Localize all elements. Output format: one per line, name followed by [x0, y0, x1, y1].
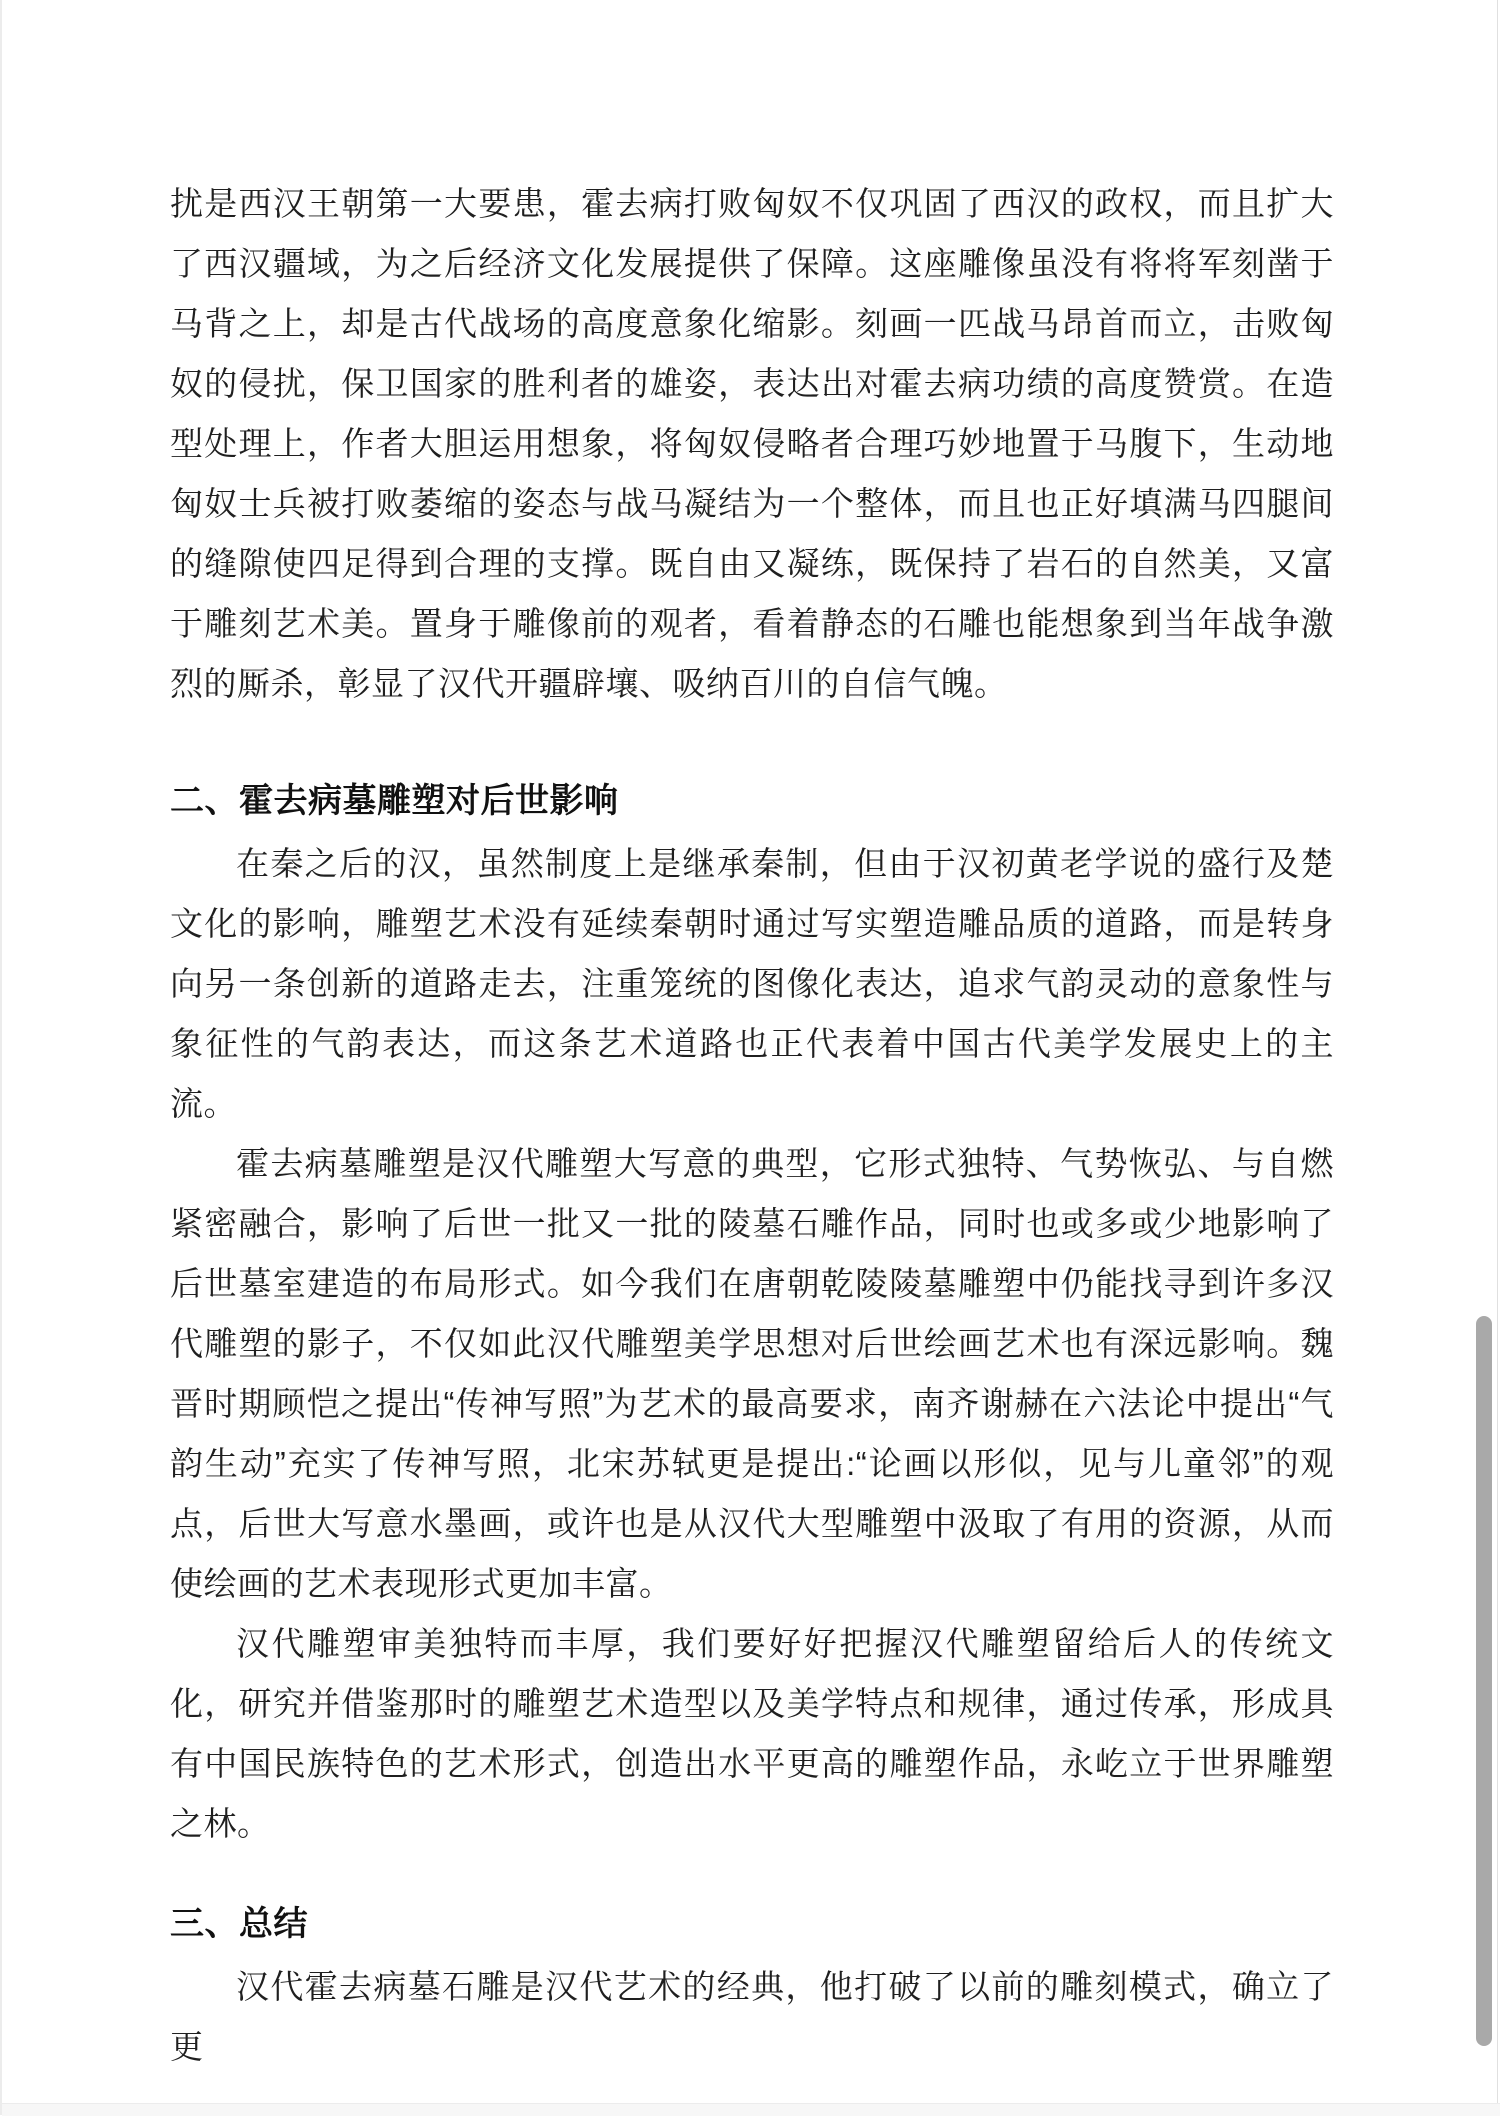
paragraph: 汉代雕塑审美独特而丰厚，我们要好好把握汉代雕塑留给后人的传统文化，研究并借鉴那时的雕塑艺术造型以及美学特点和规律，通过传承，形成具有中国民族特色的艺术形式，创造出水平更高的雕塑作品，永屹立于世界雕塑之林。: [170, 1625, 1334, 1842]
paragraph: 霍去病墓雕塑是汉代雕塑大写意的典型，它形式独特、气势恢弘、与自燃紧密融合，影响了后世一批又一批的陵墓石雕作品，同时也或多或少地影响了后世墓室建造的布局形式。如今我们在唐朝乾陵陵墓雕塑中仍能找寻到许多汉代雕塑的影子，不仅如此汉代雕塑美学思想对后世绘画艺术也有深远影响。魏晋时期顾恺之提出“传神写照”为艺术的最高要求，南齐谢赫在六法论中提出“气韵生动”充实了传神写照，北宋苏轼更是提出:“论画以形似，见与儿童邻”的观点，后世大写意水墨画，或许也是从汉代大型雕塑中汲取了有用的资源，从而使绘画的艺术表现形式更加丰富。: [170, 1145, 1334, 1602]
vertical-scrollbar-thumb[interactable]: [1476, 1316, 1492, 2046]
paragraph: 在秦之后的汉，虽然制度上是继承秦制，但由于汉初黄老学说的盛行及楚文化的影响，雕塑艺术没有延续秦朝时通过写实塑造雕品质的道路，而是转身向另一条创新的道路走去，注重笼统的图像化表达，追求气韵灵动的意象性与象征性的气韵表达，而这条艺术道路也正代表着中国古代美学发展史上的主流。: [170, 845, 1334, 1122]
paragraph: 汉代霍去病墓石雕是汉代艺术的经典，他打破了以前的雕刻模式，确立了更: [170, 1968, 1334, 2065]
page-right-edge-line: [1497, 0, 1498, 2115]
paragraph-continuation: 扰是西汉王朝第一大要患，霍去病打败匈奴不仅巩固了西汉的政权，而且扩大了西汉疆域，为之后经济文化发展提供了保障。这座雕像虽没有将将军刻凿于马背之上，却是古代战场的高度意象化缩影。刻画一匹战马昂首而立，击败匈奴的侵扰，保卫国家的胜利者的雄姿，表达出对霍去病功绩的高度赞赏。在造型处理上，作者大胆运用想象，将匈奴侵略者合理巧妙地置于马腹下，生动地匈奴士兵被打败萎缩的姿态与战马凝结为一个整体，而且也正好填满马四腿间的缝隙使四足得到合理的支撑。既自由又凝练，既保持了岩石的自然美，又富于雕刻艺术美。置身于雕像前的观者，看着静态的石雕也能想象到当年战争激烈的厮杀，彰显了汉代开疆辟壤、吸纳百川的自信气魄。: [170, 185, 1334, 702]
document-content: [170, 174, 1334, 2077]
section-heading-2: 二、霍去病墓雕塑对后世影响: [170, 782, 619, 820]
viewport-bottom-strip: [2, 2103, 1500, 2116]
section-heading-3: 三、总结: [170, 1905, 308, 1943]
